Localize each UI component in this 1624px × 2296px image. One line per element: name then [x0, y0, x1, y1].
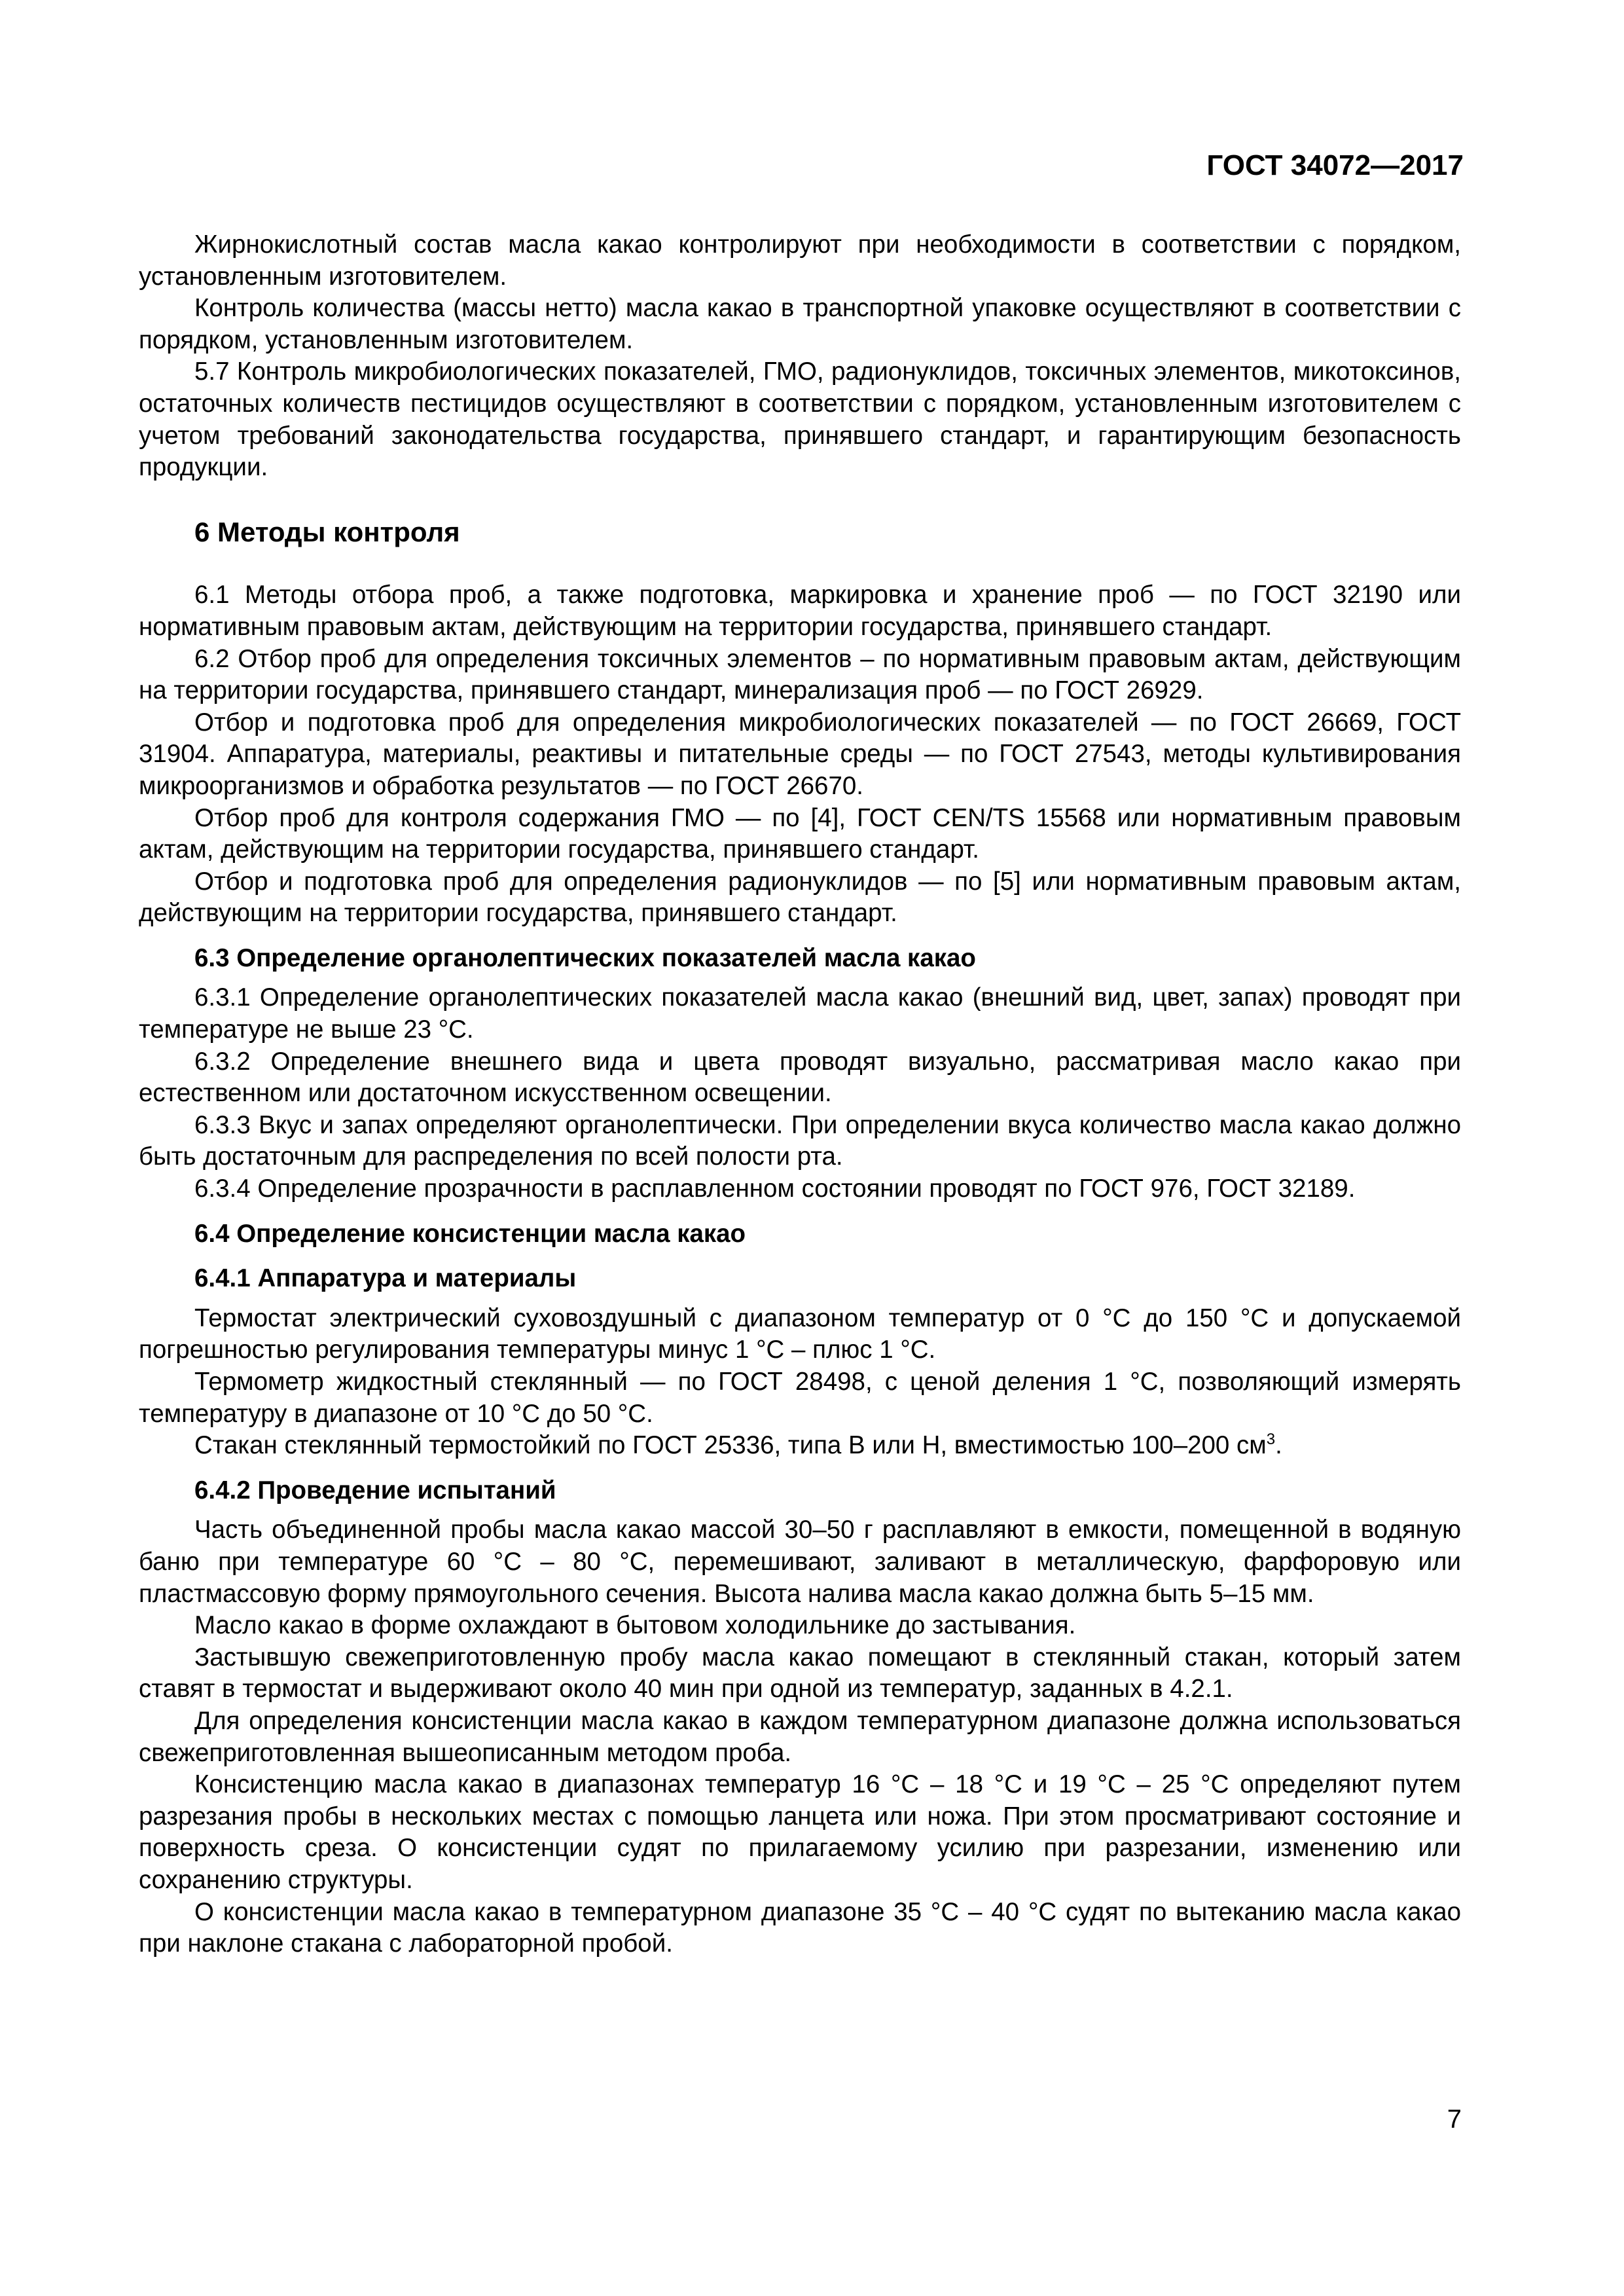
subsection-heading: 6.4.1 Аппаратура и материалы [194, 1264, 577, 1293]
section-heading: 6 Методы контроля [194, 516, 460, 547]
paragraph: 5.7 Контроль микробиологических показателей, ГМО, радионуклидов, токсичных элементов, микотоксинов, остаточных количеств пестицидов осуществляют в соответствии с порядком, установленным изготовителем с учетом требований законодательства государства, принявшего стандарт, и гарантирующим безопасность продукции. [139, 357, 1461, 482]
page-number: 7 [1447, 2105, 1462, 2134]
paragraph: Масло какао в форме охлаждают в бытовом холодильнике до застывания. [194, 1611, 1076, 1640]
subsection-heading: 6.4 Определение консистенции масла какао [194, 1219, 746, 1248]
paragraph: Отбор проб для контроля содержания ГМО — по [4], ГОСТ CEN/TS 15568 или нормативным правовым актам, действующим на территории государства, принявшего стандарт. [139, 803, 1461, 864]
paragraph: Консистенцию масла какао в диапазонах температур 16 °С – 18 °С и 19 °С – 25 °С определяют путем разрезания пробы в нескольких местах с помощью ланцета или ножа. При этом просматривают состояние и поверхность среза. О консистенции судят по прилагаемому усилию при разрезании, изменению или сохранению структуры. [139, 1770, 1461, 1894]
paragraph: 6.1 Методы отбора проб, а также подготовка, маркировка и хранение проб — по ГОСТ 32190 или нормативным правовым актам, действующим на территории государства, принявшего стандарт. [139, 581, 1461, 641]
standard-header: ГОСТ 34072—2017 [1206, 149, 1464, 181]
paragraph: 6.3.4 Определение прозрачности в расплавленном состоянии проводят по ГОСТ 976, ГОСТ 32189. [194, 1175, 1356, 1203]
paragraph: Для определения консистенции масла какао в каждом температурном диапазоне должна использоваться свежеприготовленная вышеописанным методом проба. [139, 1706, 1461, 1767]
paragraph: Жирнокислотный состав масла какао контролируют при необходимости в соответствии с порядком, установленным изготовителем. [139, 230, 1461, 291]
paragraph: Отбор и подготовка проб для определения микробиологических показателей — по ГОСТ 26669, ГОСТ 31904. Аппаратура, материалы, реактивы и питательные среды — по ГОСТ 27543, методы культивирования микроорганизмов и обработка результатов — по ГОСТ 26670. [139, 708, 1461, 800]
paragraph: 6.3.3 Вкус и запах определяют органолептически. При определении вкуса количество масла какао должно быть достаточным для распределения по всей полости рта. [139, 1110, 1461, 1171]
paragraph: 6.3.2 Определение внешнего вида и цвета проводят визуально, рассматривая масло какао при естественном или достаточном искусственном освещении. [139, 1047, 1461, 1108]
paragraph-end: . [1275, 1431, 1282, 1460]
paragraph: 6.2 Отбор проб для определения токсичных элементов – по нормативным правовым актам, действующим на территории государства, принявшего стандарт, минерализация проб — по ГОСТ 26929. [139, 644, 1461, 705]
paragraph: Часть объединенной пробы масла какао массой 30–50 г расплавляют в емкости, помещенной в водяную баню при температуре 60 °С – 80 °С, перемешивают, заливают в металлическую, фарфоровую или пластмассовую форму прямоугольного сечения. Высота налива масла какао должна быть 5–15 мм. [139, 1516, 1461, 1608]
paragraph [139, 1430, 1461, 1462]
paragraph: 6.3.1 Определение органолептических показателей масла какао (внешний вид, цвет, запах) проводят при температуре не выше 23 °С. [139, 983, 1461, 1044]
paragraph: Термостат электрический суховоздушный с диапазоном температур от 0 °С до 150 °С и допускаемой погрешностью регулирования температуры минус 1 °С – плюс 1 °С. [139, 1303, 1461, 1364]
paragraph-text: Стакан стеклянный термостойкий по ГОСТ 25336, типа В или Н, вместимостью 100–200 см [194, 1431, 1267, 1460]
paragraph: Термометр жидкостный стеклянный — по ГОСТ 28498, с ценой деления 1 °С, позволяющий измерять температуру в диапазоне от 10 °С до 50 °С. [139, 1368, 1461, 1428]
superscript: 3 [1266, 1430, 1276, 1449]
document-body [139, 229, 1461, 1960]
paragraph: О консистенции масла какао в температурном диапазоне 35 °С – 40 °С судят по вытеканию масла какао при наклоне стакана с лабораторной пробой. [139, 1897, 1461, 1958]
paragraph: Отбор и подготовка проб для определения радионуклидов — по [5] или нормативным правовым актам, действующим на территории государства, принявшего стандарт. [139, 867, 1461, 928]
subsection-heading: 6.4.2 Проведение испытаний [194, 1476, 556, 1504]
subsection-heading: 6.3 Определение органолептических показателей масла какао [194, 943, 976, 972]
paragraph: Контроль количества (массы нетто) масла какао в транспортной упаковке осуществляют в соответствии с порядком, установленным изготовителем. [139, 294, 1461, 354]
paragraph: Застывшую свежеприготовленную пробу масла какао помещают в стеклянный стакан, который затем ставят в термостат и выдерживают около 40 мин при одной из температур, заданных в 4.2.1. [139, 1643, 1461, 1704]
